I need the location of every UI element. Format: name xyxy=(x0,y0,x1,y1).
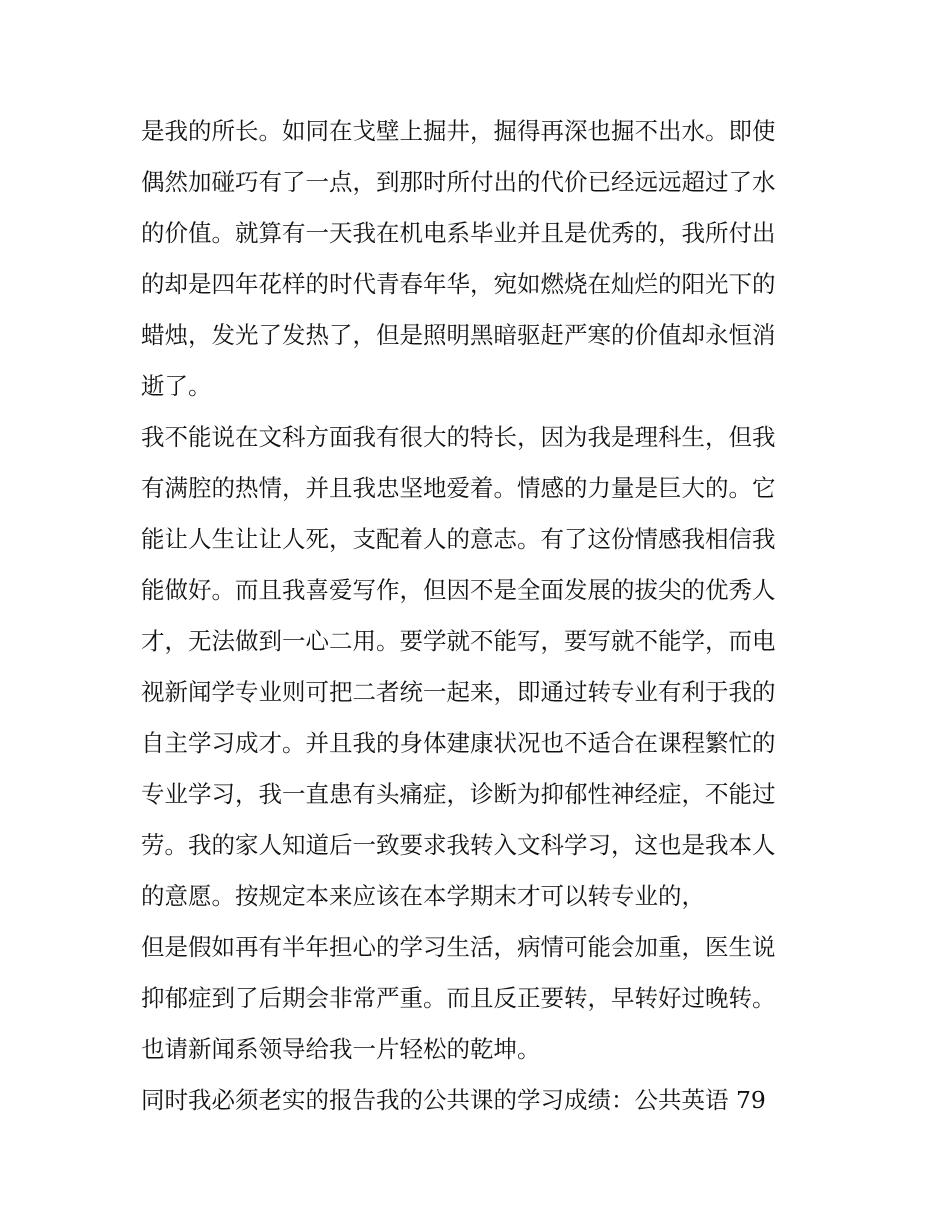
text-line: 能做好。而且我喜爱写作，但因不是全面发展的拔尖的优秀人 xyxy=(141,576,776,604)
text-line: 的却是四年花样的时代青春年华，宛如燃烧在灿烂的阳光下的 xyxy=(141,270,776,298)
text-line: 抑郁症到了后期会非常严重。而且反正要转，早转好过晚转。 xyxy=(141,984,776,1012)
text-line: 自主学习成才。并且我的身体建康状况也不适合在课程繁忙的 xyxy=(141,729,776,757)
text-line: 能让人生让让人死，支配着人的意志。有了这份情感我相信我 xyxy=(141,525,776,553)
text-line: 的价值。就算有一天我在机电系毕业并且是优秀的，我所付出 xyxy=(141,219,776,247)
text-line: 有满腔的热情，并且我忠坚地爱着。情感的力量是巨大的。它 xyxy=(141,474,776,502)
text-line: 我不能说在文科方面我有很大的特长，因为我是理科生，但我 xyxy=(141,423,776,451)
text-line: 但是假如再有半年担心的学习生活，病情可能会加重，医生说 xyxy=(141,933,776,961)
text-line: 逝了。 xyxy=(141,372,212,400)
text-line: 专业学习，我一直患有头痛症，诊断为抑郁性神经症，不能过 xyxy=(141,780,776,808)
text-line: 也请新闻系领导给我一片轻松的乾坤。 xyxy=(141,1035,541,1063)
body-text xyxy=(141,106,821,1126)
text-line: 同时我必须老实的报告我的公共课的学习成绩：公共英语 79 xyxy=(141,1086,766,1114)
text-line: 劳。我的家人知道后一致要求我转入文科学习，这也是我本人 xyxy=(141,831,776,859)
text-line: 才，无法做到一心二用。要学就不能写，要写就不能学，而电 xyxy=(141,627,776,655)
text-line: 蜡烛，发光了发热了，但是照明黑暗驱赶严寒的价值却永恒消 xyxy=(141,321,776,349)
text-line: 视新闻学专业则可把二者统一起来，即通过转专业有利于我的 xyxy=(141,678,776,706)
text-line: 偶然加碰巧有了一点，到那时所付出的代价已经远远超过了水 xyxy=(141,168,776,196)
text-line: 是我的所长。如同在戈壁上掘井，掘得再深也掘不出水。即使 xyxy=(141,117,776,145)
text-line: 的意愿。按规定本来应该在本学期末才可以转专业的， xyxy=(141,882,705,910)
